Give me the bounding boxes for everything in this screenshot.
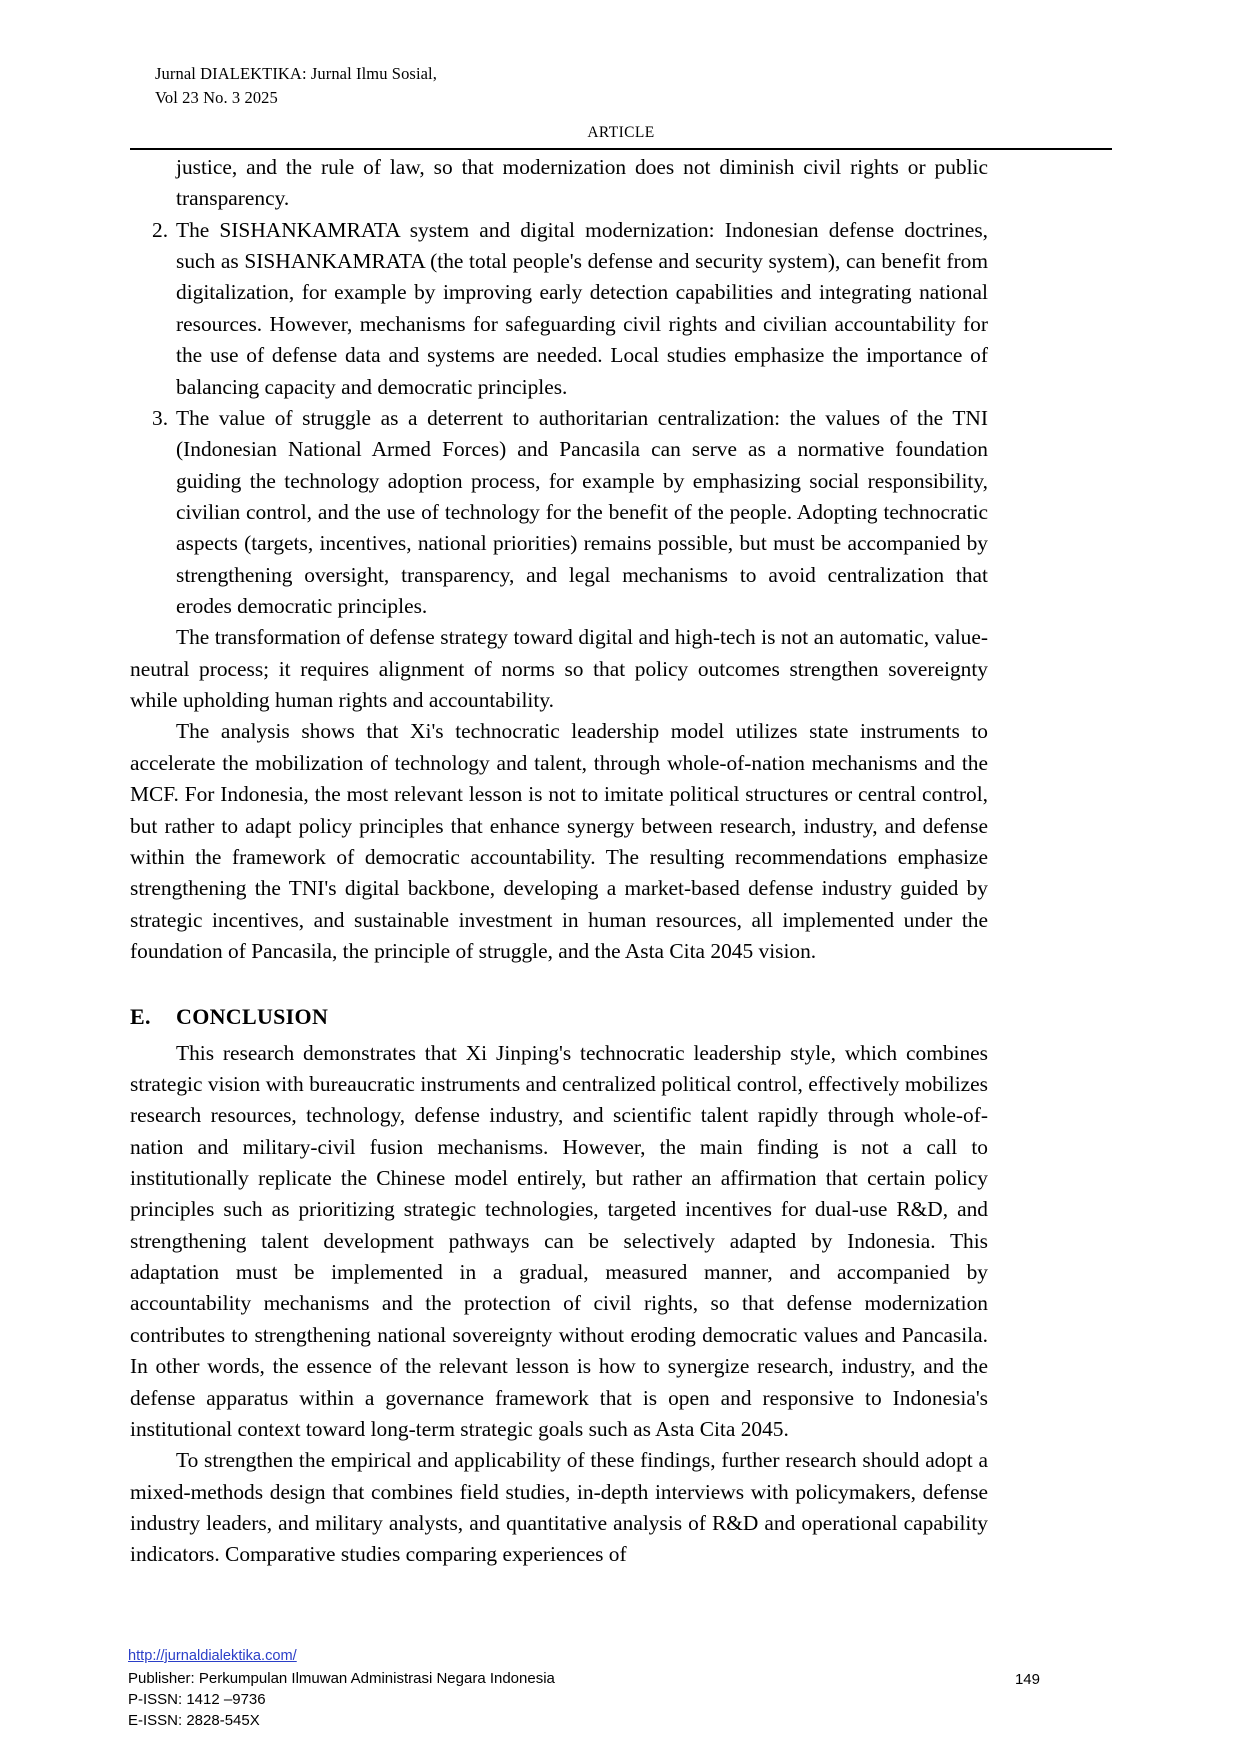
e-issn-line: E-ISSN: 2828-545X [128,1712,260,1730]
publisher-line: Publisher: Perkumpulan Ilmuwan Administrasi Negara Indonesia [128,1669,555,1687]
list-item [130,215,988,403]
article-type-label: ARTICLE [587,124,655,141]
p-issn-line: P-ISSN: 1412 –9736 [128,1691,266,1709]
journal-title: Jurnal DIALEKTIKA: Jurnal Ilmu Sosial, [155,64,437,83]
page-content [130,152,988,1571]
journal-volume-issue: Vol 23 No. 3 2025 [155,87,278,107]
journal-url-link[interactable]: http://jurnaldialektika.com/ [128,1648,297,1664]
section-letter: E. [130,1004,151,1030]
section-spacer [130,967,988,1001]
list-item-text: The SISHANKAMRATA system and digital modernization: Indonesian defense doctrines, such as SISHANKAMRATA (the total people's defense and security system), can benefit from digitalization, for example by improving early detection capabilities and integrating national resources. However, mechanisms for safeguarding civil rights and civilian accountability for the use of defense data and systems are needed. Local studies emphasize the importance of balancing capacity and democratic principles. [176,217,988,399]
running-head [155,62,437,110]
page-number: 149 [1014,1670,1040,1688]
header-divider [130,148,1112,150]
conclusion-paragraph: This research demonstrates that Xi Jinping's technocratic leadership style, which combines strategic vision with bureaucratic instruments and centralized political control, effectively mobilizes research resources, technology, defense industry, and scientific talent rapidly through whole-of-nation and military-civil fusion mechanisms. However, the main finding is not a call to institutionally replicate the Chinese model entirely, but rather an affirmation that certain policy principles such as prioritizing strategic technologies, targeted incentives for dual-use R&D, and strengthening talent development pathways can be selectively adapted by Indonesia. This adaptation must be implemented in a gradual, measured manner, and accompanied by accountability mechanisms and the protection of civil rights, so that defense modernization contributes to strengthening national sovereignty without eroding democratic values and Pancasila. In other words, the essence of the relevant lesson is how to synergize research, industry, and the defense apparatus within a governance framework that is open and responsive to Indonesia's institutional context toward long-term strategic goals such as Asta Cita 2045. [130,1040,988,1441]
list-item-text: The value of struggle as a deterrent to authoritarian centralization: the values of the TNI (Indonesian National Armed Forces) and Pancasila can serve as a normative foundation guiding the technology adoption process, for example by emphasizing social responsibility, civilian control, and the use of technology for the benefit of the people. Adopting technocratic aspects (targets, incentives, national priorities) remains possible, but must be accompanied by strengthening oversight, transparency, and legal mechanisms to avoid centralization that erodes democratic principles. [176,405,988,619]
section-heading-conclusion [130,1001,988,1033]
list-item [130,403,988,623]
body-paragraph: The transformation of defense strategy toward digital and high-tech is not an automatic, value-neutral process; it requires alignment of norms so that policy outcomes strengthen sovereignty while upholding human rights and accountability. [130,625,988,713]
list-item-continuation: justice, and the rule of law, so that modernization does not diminish civil rights or public transparency. [176,155,988,211]
list-item-number: 3. [152,405,169,430]
section-title: CONCLUSION [176,1004,329,1030]
page-footer [128,1645,1112,1732]
body-paragraph: The analysis shows that Xi's technocratic leadership model utilizes state instruments to accelerate the mobilization of technology and talent, through whole-of-nation mechanisms and the MCF. For Indonesia, the most relevant lesson is not to imitate political structures or central control, but rather to adapt policy principles that enhance synergy between research, industry, and defense within the framework of democratic accountability. The resulting recommendations emphasize strengthening the TNI's digital backbone, developing a market-based defense industry guided by strategic incentives, and sustainable investment in human resources, all implemented under the foundation of Pancasila, the principle of struggle, and the Asta Cita 2045 vision. [130,719,988,963]
footer-row [128,1668,1112,1732]
list-item-number: 2. [152,217,169,242]
conclusion-paragraph: To strengthen the empirical and applicability of these findings, further research should adopt a mixed-methods design that combines field studies, in-depth interviews with policymakers, defense industry leaders, and military analysts, and quantitative analysis of R&D and operational capability indicators. Comparative studies comparing experiences of [130,1448,988,1567]
footer-imprint [128,1668,555,1732]
